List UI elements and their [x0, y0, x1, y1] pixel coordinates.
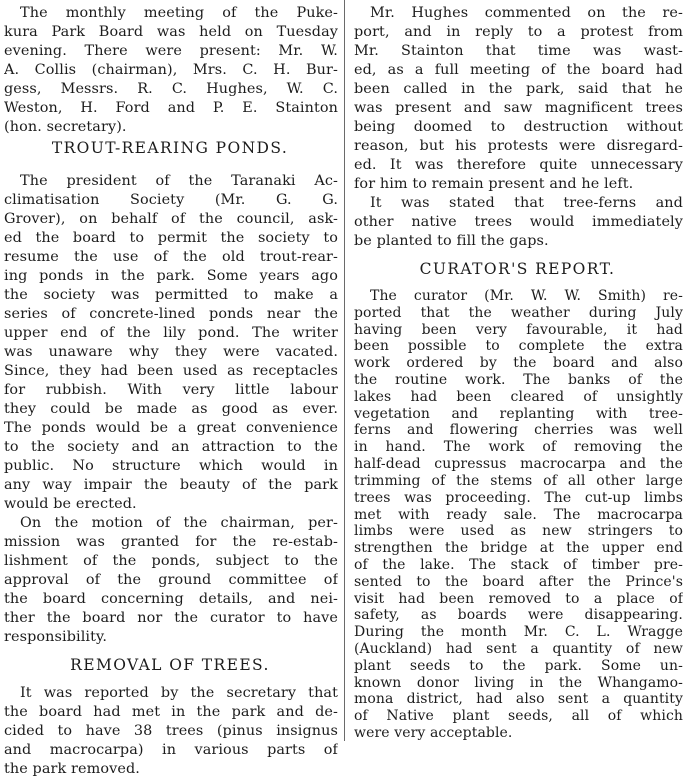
text-line: approval of the ground committee of [4, 572, 338, 588]
text-line: It was reported by the secretary that [20, 685, 338, 701]
text-line: in hand. The work of removing the [354, 439, 683, 455]
text-line: Weston, H. Ford and P. E. Stainton [4, 100, 338, 116]
text-line: limbs were used as new stringers to [354, 523, 683, 539]
text-line: been possible to complete the extra [354, 338, 683, 354]
text-line: ed, as a full meeting of the board had [354, 62, 683, 78]
text-line: having been very favourable, it had [354, 322, 683, 338]
text-line: mona district, had also sent a quantity [354, 691, 683, 707]
column-rule [344, 0, 345, 741]
text-line: resume the use of the old trout-rear- [4, 249, 338, 265]
text-line: the society was permitted to make a [4, 287, 338, 303]
text-line: On the motion of the chairman, per- [20, 515, 338, 531]
text-line: Mr. Stainton that time was wast- [354, 43, 683, 59]
text-line: public. No structure which would in [4, 458, 338, 474]
text-line: ing ponds in the park. Some years ago [4, 268, 338, 284]
text-line: were very acceptable. [354, 725, 513, 741]
text-line: work ordered by the board and also [354, 355, 683, 371]
text-line: climatisation Society (Mr. G. G. [4, 192, 338, 208]
text-line: any way impair the beauty of the park [4, 477, 338, 493]
text-line: Since, they had been used as receptacles [4, 363, 338, 379]
text-line: strengthen the bridge at the upper end [354, 540, 683, 556]
text-line: met with ready sale. The macrocarpa [354, 507, 683, 523]
text-line: ferns and flowering cherries was well [354, 422, 683, 438]
text-line: ed the board to permit the society to [4, 230, 338, 246]
text-line: A. Collis (chairman), Mrs. C. H. Bur- [4, 62, 338, 78]
text-line: The ponds would be a great convenience [4, 420, 338, 436]
text-line: gess, Messrs. R. C. Hughes, W. C. [4, 81, 338, 97]
text-line: lakes had been cleared of unsightly [354, 389, 683, 405]
heading-curators-report: CURATOR'S REPORT. [419, 260, 616, 278]
heading-removal-of-trees: REMOVAL OF TREES. [70, 656, 270, 674]
text-line: been called in the park, said that he [354, 81, 683, 97]
text-line: the routine work. The banks of the [354, 372, 683, 388]
text-line: series of concrete-lined ponds near the [4, 306, 338, 322]
text-line: plant seeds to the park. Some un- [354, 658, 683, 674]
text-line: ported that the weather during July [354, 305, 683, 321]
text-line: evening. There were present: Mr. W. [4, 43, 338, 59]
text-line: to the society and an attraction to the [4, 439, 338, 455]
text-line: trees was proceeding. The cut-up limbs [354, 490, 683, 506]
text-line: for him to remain present and he left. [354, 176, 634, 192]
text-line: reason, but his protests were disregard- [354, 138, 683, 154]
heading-trout-rearing-ponds: TROUT-REARING PONDS. [51, 139, 289, 157]
text-line: and macrocarpa) in various parts of [4, 742, 338, 758]
text-line: safety, as boards were disappearing. [354, 607, 683, 623]
text-line: During the month Mr. C. L. Wragge [354, 624, 683, 640]
text-line: sented to the board after the Prince's [354, 574, 683, 590]
text-line: mission was granted for the re-estab- [4, 534, 338, 550]
text-line: the board concerning details, and nei- [4, 591, 338, 607]
text-line: visit had been removed to a place of [354, 591, 683, 607]
text-line: the board had met in the park and de- [4, 704, 338, 720]
text-line: other native trees would immediately [354, 214, 683, 230]
text-line: Mr. Hughes commented on the re- [370, 5, 683, 21]
text-line: The curator (Mr. W. W. Smith) re- [370, 288, 683, 304]
text-line: It was stated that tree-ferns and [370, 195, 683, 211]
text-line: be planted to fill the gaps. [354, 233, 549, 249]
text-line: ther the board nor the curator to have [4, 610, 338, 626]
text-line: The president of the Taranaki Ac- [20, 173, 338, 189]
text-line: of the lake. The stack of timber pre- [354, 557, 683, 573]
text-line: was present and saw magnificent trees [354, 100, 683, 116]
text-line: was unaware why they were vacated. [4, 344, 338, 360]
text-line: The monthly meeting of the Puke- [20, 5, 338, 21]
text-line: of Native plant seeds, all of which [354, 708, 683, 724]
text-line: (Auckland) had sent a quantity of new [354, 641, 683, 657]
text-line: trimming of the stems of all other large [354, 473, 683, 489]
text-line: would be erected. [4, 496, 137, 512]
text-line: for rubbish. With very little labour [4, 382, 338, 398]
text-line: responsibility. [4, 629, 108, 645]
text-line: known donor living in the Whangamo- [354, 675, 683, 691]
text-line: Grover), on behalf of the council, ask- [4, 211, 338, 227]
text-line: lishment of the ponds, subject to the [4, 553, 338, 569]
text-line: they could be made as good as ever. [4, 401, 338, 417]
text-line: cided to have 38 trees (pinus insignus [4, 723, 338, 739]
text-line: the park removed. [4, 761, 140, 777]
text-line: half-dead cupressus macrocarpa and the [354, 456, 683, 472]
text-line: upper end of the lily pond. The writer [4, 325, 338, 341]
text-line: (hon. secretary). [4, 119, 127, 135]
text-line: vegetation and replanting with tree- [354, 406, 683, 422]
text-line: kura Park Board was held on Tuesday [4, 24, 338, 40]
text-line: ed. It was therefore quite unnecessary [354, 157, 683, 173]
text-line: being doomed to destruction without [354, 119, 683, 135]
text-line: port, and in reply to a protest from [354, 24, 683, 40]
